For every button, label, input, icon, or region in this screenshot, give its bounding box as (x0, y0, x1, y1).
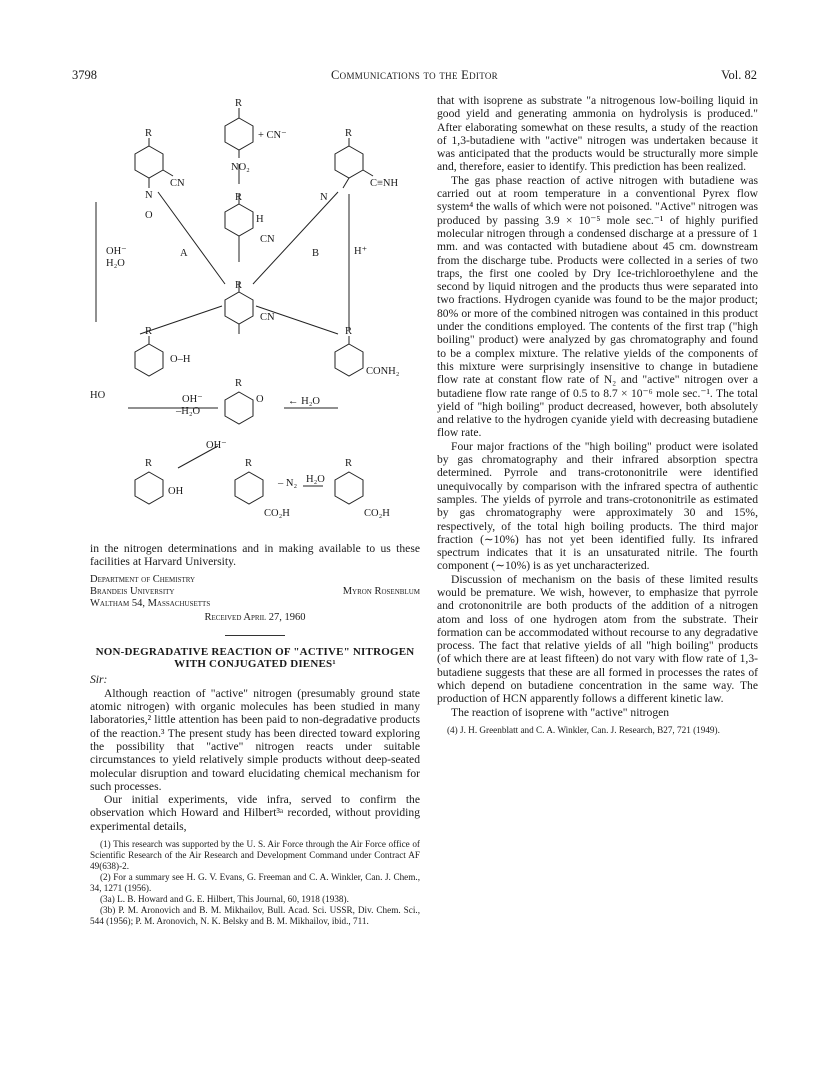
separator-rule (225, 635, 285, 636)
footnotes-left (90, 839, 420, 927)
footnote-2: (2) For a summary see H. G. V. Evans, G. Freeman and C. A. Winkler, Can. J. Chem., 34, 1271 (1956). (90, 872, 420, 894)
left-paragraph-1: Although reaction of "active" nitrogen (presumably ground state atomic nitrogen) with organic molecules has been studied in many laboratories,² little attention has been paid to non-degradative products of the reaction.³ The present study has been directed toward exploring the possibility that "active" nitrogen reacts under suitable circumstances to yield relatively simple products without deep-seated molecular disruption and toward elucidating chemical mechanism for such processes. (90, 686, 420, 793)
benzene-ring-middle (225, 204, 253, 236)
label-oh-minus-bottom: OH⁻ (206, 440, 227, 451)
label-r-bl: R (145, 458, 153, 469)
reaction-scheme (88, 96, 424, 540)
footnote-1: (1) This research was supported by the U. S. Air Force through the Air Force office of Scientific Research of the Air Research and Development Command under Contract AF 49(638)-2. (90, 839, 420, 872)
label-r-right: R (345, 128, 353, 139)
affiliation-dept: Department of Chemistry (90, 573, 196, 585)
label-r-lmid: R (145, 326, 153, 337)
label-arrow-h2o: ← H₂O (288, 396, 320, 407)
footnotes-right (437, 725, 758, 736)
label-r-rmid: R (345, 326, 353, 337)
right-paragraph-3: Four major fractions of the "high boiling" product were isolated by gas chromatography and their infrared absorption spectra determined. Pyrrole and trans-crotononitrile were identified unequivocally by comparison with the infrared spectra of authentic samples. The yields of pyrrole and trans-crotononitrile as estimated by gas chromatography were approximately 30 and 15%, respectively, of the total high boiling products. The third major fraction (∼10%) has not yet been identified fully. Its infrared spectrum indicates that it is an unsaturated nitrile. The fourth component (∼10%) is as yet uncharacterized. (437, 439, 758, 573)
label-r-left: R (145, 128, 153, 139)
label-o-left: O (145, 210, 153, 221)
label-r-bm: R (245, 458, 253, 469)
footnote-3a: (3a) L. B. Howard and G. E. Hilbert, This Journal, 60, 1918 (1938). (100, 894, 349, 905)
benzene-ring-bottom-left (135, 472, 163, 504)
affiliation-block (90, 574, 420, 611)
label-cn-center: CN (260, 312, 275, 323)
label-c-nh: C≡NH (370, 178, 399, 189)
label-cn-left: CN (170, 178, 185, 189)
salutation: Sir: (90, 672, 108, 686)
label-r-br: R (345, 458, 353, 469)
benzene-ring-center (225, 292, 253, 324)
footnote-3b: (3b) P. M. Aronovich and B. M. Mikhailov, Bull. Acad. Sci. USSR, Div. Chem. Sci., 544 (1956); P. M. Aronovich, N. K. Belsky and B. M. Mikhailov, ibid., 711. (90, 905, 420, 927)
page-number: 3798 (72, 68, 97, 82)
label-oh-arrow: OH⁻ (182, 394, 203, 405)
label-h-plus: H⁺ (354, 246, 368, 257)
left-paragraph-2: Our initial experiments, vide infra, served to confirm the observation which Howard and Hilbert³ᵃ recorded, without providing experimental details, (90, 793, 420, 833)
label-h2o-a: H₂O (106, 258, 125, 269)
label-r-top: R (235, 98, 243, 109)
label-co2h-right: CO₂H (364, 508, 390, 519)
label-b: B (312, 248, 320, 259)
label-cn-ion: + CN⁻ (258, 130, 287, 141)
label-r-mid: R (235, 192, 243, 203)
received-date: Received April 27, 1960 (204, 612, 306, 624)
benzene-ring-right-top (335, 146, 363, 178)
right-paragraph-4: Discussion of mechanism on the basis of these limited results would be premature. We wish, however, to emphasize that pyrrole and crotononitrile are both products of the addition of a nitrogen atom and loss of one hydrogen atom from the substrate. Their formation can be accommodated without recourse to any degradative process. The fact that relative yields of all "high boiling" products (of which there are at least fifteen) do not vary with flow rate of 1,3-butadiene suggests that these are all formed in processes the rates of which depend on butadiene concentration in the same way. The production of HCN apparently follows a different kinetic law. (437, 572, 758, 706)
article-title: NON-DEGRADATIVE REACTION OF "ACTIVE" NITROGEN WITH CONJUGATED DIENES¹ (95, 645, 415, 670)
benzene-ring-indazolone (225, 392, 253, 424)
label-minus-n2: – N₂ (278, 478, 298, 489)
right-column (437, 94, 758, 736)
label-cn-mid: CN (260, 234, 275, 245)
benzene-ring-right-mid (335, 344, 363, 376)
running-title: Communications to the Editor (331, 68, 498, 82)
label-oh-h2o: OH⁻ (106, 246, 127, 257)
label-minus-h2o: –H₂O (176, 406, 201, 417)
affiliation-univ: Brandeis University (90, 585, 175, 597)
label-n-left: N (145, 190, 153, 201)
label-conh2: CONH₂ (366, 366, 400, 377)
label-co2h-mid: CO₂H (264, 508, 290, 519)
benzene-ring-top (225, 118, 253, 150)
author-name: Myron Rosenblum (342, 585, 420, 597)
label-o-indaz: O (256, 394, 264, 405)
right-paragraph-5: The reaction of isoprene with "active" nitrogen (451, 705, 670, 719)
label-oh-bl: OH (168, 486, 184, 497)
left-column (90, 542, 420, 927)
benzene-ring-bottom-mid (235, 472, 263, 504)
label-o-h: O–H (170, 354, 191, 365)
right-paragraph-1: that with isoprene as substrate "a nitrogenous low-boiling liquid in good yield and generating ammonia on hydrolysis is produced." After elaborating somewhat on these results, a study of the reaction of 1,3-butadiene with "active" nitrogen was undertaken because it was anticipated that the products would be structurally more simple and, therefore, easier to identify. This prediction has been realized. (437, 94, 758, 174)
benzene-ring-left-mid (135, 344, 163, 376)
benzene-ring-left-top (135, 146, 163, 178)
label-ho: HO (90, 390, 106, 401)
label-no2: NO₂ (231, 162, 250, 173)
label-r-center: R (235, 280, 243, 291)
right-paragraph-2: The gas phase reaction of active nitrogen with butadiene was carried out at room temperature in a conventional Pyrex flow system⁴ the walls of which were not poisoned. "Active" nitrogen was produced by passing 3.9 × 10⁻⁵ mole sec.⁻¹ of highly purified molecular nitrogen through a condensed discharge at a pressure of 1 mm. and was contacted with butadiene about 45 cm. downstream from the discharge tube. Products were collected in a series of two traps, the first one cooled by Dry Ice-trichloroethylene and the second by liquid nitrogen and the products thus were separated into two fractions. Hydrogen cyanide was found to be the major product; 80% or more of the combined nitrogen was contained in this product under the conditions employed. The contents of the first trap ("high boiling" product) were analyzed by gas chromatography and found to be a complex mixture. The relative yields of the components of this mixture were surprisingly insensitive to change in butadiene flow rate at constant flow rate of N₂ and "active" nitrogen over a butadiene flow rate range of 0.5 to 8.7 × 10⁻⁶ mole sec.⁻¹. The total yield of "high boiling" product decreased, however, both absolutely and relative to the hydrogen cyanide yield with decreasing butadiene flow rate. (437, 173, 758, 440)
label-n-right: N (320, 192, 328, 203)
label-h2o-bottom: H₂O (306, 474, 325, 485)
continuation-text: in the nitrogen determinations and in making available to us these facilities at Harvard University. (90, 542, 420, 569)
label-r-indaz: R (235, 378, 243, 389)
label-a: A (180, 248, 188, 259)
affiliation-city: Waltham 54, Massachusetts (90, 598, 211, 609)
benzene-ring-bottom-right (335, 472, 363, 504)
label-h-mid: H (256, 214, 264, 225)
footnote-4: (4) J. H. Greenblatt and C. A. Winkler, Can. J. Research, B27, 721 (1949). (447, 724, 720, 735)
volume-label: Vol. 82 (721, 68, 757, 82)
